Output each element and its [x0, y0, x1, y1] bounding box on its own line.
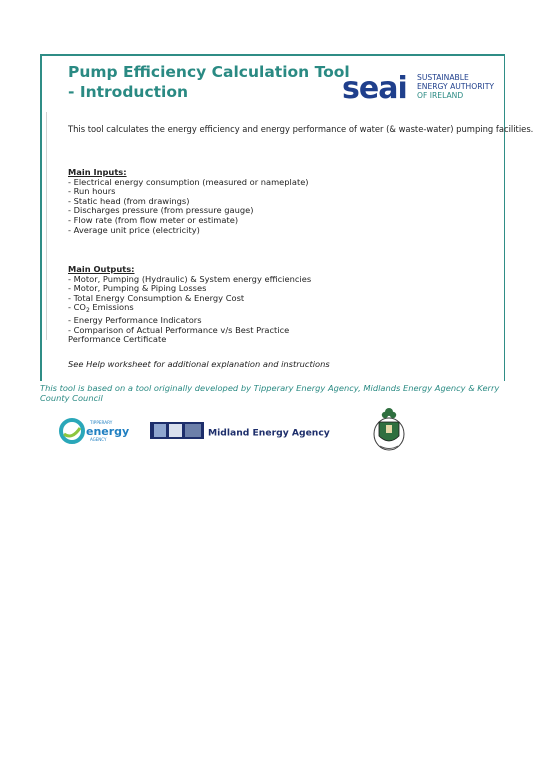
- input-item: - Static head (from drawings): [68, 195, 190, 206]
- midland-energy-agency-logo: [150, 420, 350, 442]
- page-title: [68, 62, 350, 102]
- seai-line-1: SUSTAINABLE: [417, 73, 469, 82]
- input-item: - Discharges pressure (from pressure gauge): [68, 205, 254, 216]
- intro-text: This tool calculates the energy efficiency and energy performance of water (& waste-water) pumping facilities.: [68, 124, 534, 134]
- output-item: Performance Certificate: [68, 334, 167, 345]
- seai-line-3: OF IRELAND: [417, 91, 464, 100]
- co2-prefix: - CO: [68, 302, 86, 313]
- main-outputs: [68, 265, 311, 345]
- tipperary-line-3: AGENCY: [90, 437, 107, 442]
- credit-note: This tool is based on a tool originally developed by Tipperary Energy Agency, Midlands Energy Agency & Kerry County Council: [40, 383, 500, 403]
- seai-wordmark: seai: [342, 71, 407, 106]
- co2-subscript: 2: [85, 307, 90, 315]
- title-line-2: - Introduction: [68, 83, 189, 101]
- title-line-1: Pump Efficiency Calculation Tool: [68, 63, 350, 81]
- seai-line-2: ENERGY AUTHORITY: [417, 82, 494, 91]
- output-item: - Comparison of Actual Performance v/s Best Practice: [68, 324, 290, 335]
- tipperary-line-1: TIPPERARY: [90, 420, 113, 425]
- output-item: - Motor, Pumping (Hydraulic) & System energy efficiencies: [68, 273, 312, 284]
- output-item: - Total Energy Consumption & Energy Cost: [68, 292, 245, 303]
- tipperary-energy-agency-logo: [58, 414, 130, 448]
- input-item: - Run hours: [68, 186, 116, 197]
- co2-suffix: Emissions: [89, 302, 134, 313]
- output-item: - Energy Performance Indicators: [68, 314, 202, 325]
- main-inputs: [68, 168, 309, 235]
- midland-text: Midland Energy Agency: [208, 427, 330, 439]
- tipperary-line-2: energy: [86, 425, 130, 438]
- output-item: - Motor, Pumping & Piping Losses: [68, 283, 207, 294]
- outputs-heading: Main Outputs:: [68, 264, 135, 274]
- inputs-heading: Main Inputs:: [68, 167, 127, 177]
- help-note: See Help worksheet for additional explanation and instructions: [68, 359, 330, 369]
- input-item: - Electrical energy consumption (measured or nameplate): [68, 176, 309, 187]
- kerry-county-council-crest: [372, 404, 406, 452]
- input-item: - Average unit price (electricity): [68, 224, 200, 235]
- input-item: - Flow rate (from flow meter or estimate): [68, 214, 239, 225]
- panel-rule: [46, 112, 47, 340]
- seai-logo: [342, 70, 502, 106]
